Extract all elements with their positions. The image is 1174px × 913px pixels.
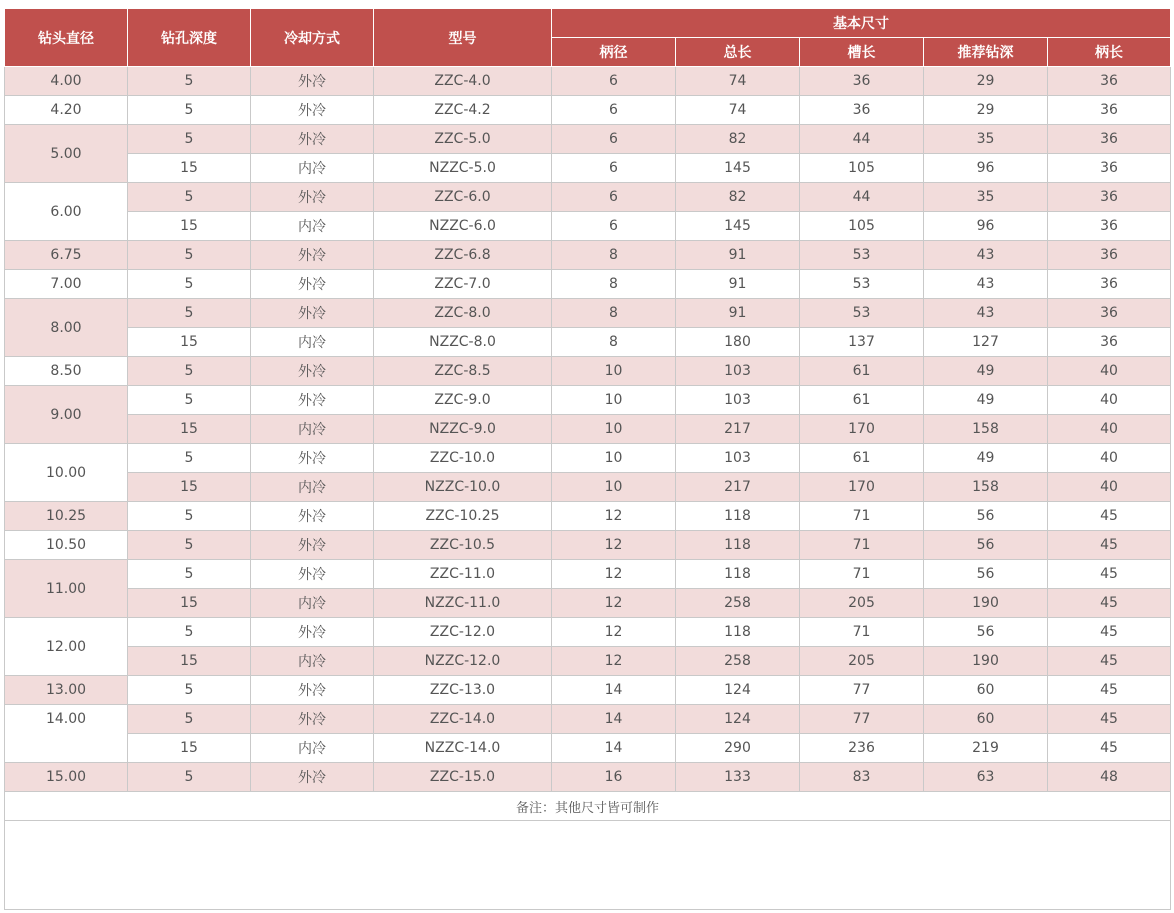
cell-recommended-depth: 96 xyxy=(924,154,1048,183)
cell-flute-length: 71 xyxy=(800,502,924,531)
cell-depth: 5 xyxy=(128,386,251,415)
cell-cooling: 外冷 xyxy=(251,444,374,473)
cell-model: ZZC-4.0 xyxy=(374,67,552,96)
spec-table-container xyxy=(4,8,1170,910)
cell-shank-length: 36 xyxy=(1048,241,1171,270)
cell-shank-diameter: 8 xyxy=(552,328,676,357)
table-row xyxy=(5,531,1171,560)
cell-total-length: 118 xyxy=(676,502,800,531)
cell-cooling: 外冷 xyxy=(251,241,374,270)
cell-shank-diameter: 6 xyxy=(552,212,676,241)
cell-model: NZZC-10.0 xyxy=(374,473,552,502)
table-row xyxy=(5,473,1171,502)
cell-total-length: 103 xyxy=(676,444,800,473)
cell-flute-length: 236 xyxy=(800,734,924,763)
table-row xyxy=(5,589,1171,618)
cell-model: ZZC-4.2 xyxy=(374,96,552,125)
cell-model: ZZC-15.0 xyxy=(374,763,552,792)
cell-recommended-depth: 43 xyxy=(924,241,1048,270)
cell-recommended-depth: 35 xyxy=(924,125,1048,154)
cell-shank-diameter: 12 xyxy=(552,502,676,531)
header-cooling: 冷却方式 xyxy=(251,9,374,67)
cell-shank-length: 36 xyxy=(1048,212,1171,241)
cell-model: ZZC-9.0 xyxy=(374,386,552,415)
cell-depth: 15 xyxy=(128,415,251,444)
table-row xyxy=(5,328,1171,357)
cell-diameter: 15.00 xyxy=(5,763,128,792)
table-row xyxy=(5,96,1171,125)
header-shank-diameter: 柄径 xyxy=(552,38,676,67)
cell-total-length: 258 xyxy=(676,647,800,676)
cell-total-length: 74 xyxy=(676,67,800,96)
cell-recommended-depth: 29 xyxy=(924,67,1048,96)
cell-depth: 5 xyxy=(128,67,251,96)
cell-flute-length: 44 xyxy=(800,183,924,212)
cell-total-length: 118 xyxy=(676,531,800,560)
cell-model: ZZC-7.0 xyxy=(374,270,552,299)
cell-shank-diameter: 10 xyxy=(552,444,676,473)
cell-flute-length: 71 xyxy=(800,560,924,589)
cell-recommended-depth: 56 xyxy=(924,560,1048,589)
cell-shank-diameter: 6 xyxy=(552,67,676,96)
cell-recommended-depth: 158 xyxy=(924,473,1048,502)
cell-cooling: 外冷 xyxy=(251,763,374,792)
cell-flute-length: 170 xyxy=(800,415,924,444)
cell-depth: 15 xyxy=(128,647,251,676)
cell-cooling: 外冷 xyxy=(251,299,374,328)
cell-flute-length: 61 xyxy=(800,444,924,473)
cell-recommended-depth: 60 xyxy=(924,676,1048,705)
cell-shank-length: 40 xyxy=(1048,415,1171,444)
cell-shank-diameter: 12 xyxy=(552,531,676,560)
header-total-length: 总长 xyxy=(676,38,800,67)
cell-total-length: 118 xyxy=(676,618,800,647)
table-header xyxy=(5,9,1171,67)
table-footer xyxy=(5,792,1171,910)
cell-cooling: 外冷 xyxy=(251,676,374,705)
cell-total-length: 124 xyxy=(676,705,800,734)
cell-shank-diameter: 6 xyxy=(552,183,676,212)
table-row xyxy=(5,560,1171,589)
cell-shank-diameter: 12 xyxy=(552,589,676,618)
table-row xyxy=(5,299,1171,328)
cell-cooling: 外冷 xyxy=(251,502,374,531)
cell-shank-diameter: 14 xyxy=(552,705,676,734)
table-row xyxy=(5,125,1171,154)
header-shank-length: 柄长 xyxy=(1048,38,1171,67)
cell-shank-length: 45 xyxy=(1048,676,1171,705)
cell-model: ZZC-8.0 xyxy=(374,299,552,328)
cell-total-length: 145 xyxy=(676,212,800,241)
table-row xyxy=(5,502,1171,531)
cell-shank-length: 45 xyxy=(1048,647,1171,676)
cell-recommended-depth: 56 xyxy=(924,502,1048,531)
cell-depth: 15 xyxy=(128,734,251,763)
cell-total-length: 180 xyxy=(676,328,800,357)
cell-shank-length: 45 xyxy=(1048,560,1171,589)
cell-model: NZZC-14.0 xyxy=(374,734,552,763)
cell-model: ZZC-5.0 xyxy=(374,125,552,154)
header-basic-dimensions: 基本尺寸 xyxy=(552,9,1171,38)
cell-cooling: 内冷 xyxy=(251,154,374,183)
cell-shank-length: 36 xyxy=(1048,154,1171,183)
cell-depth: 5 xyxy=(128,241,251,270)
cell-flute-length: 83 xyxy=(800,763,924,792)
cell-shank-diameter: 12 xyxy=(552,618,676,647)
drill-spec-table xyxy=(4,8,1171,910)
cell-depth: 5 xyxy=(128,125,251,154)
cell-total-length: 118 xyxy=(676,560,800,589)
cell-cooling: 内冷 xyxy=(251,212,374,241)
table-row xyxy=(5,763,1171,792)
table-row xyxy=(5,444,1171,473)
cell-shank-length: 40 xyxy=(1048,386,1171,415)
cell-depth: 5 xyxy=(128,531,251,560)
cell-recommended-depth: 43 xyxy=(924,299,1048,328)
cell-total-length: 124 xyxy=(676,676,800,705)
cell-model: ZZC-10.5 xyxy=(374,531,552,560)
cell-recommended-depth: 190 xyxy=(924,589,1048,618)
cell-diameter: 9.00 xyxy=(5,386,128,444)
cell-total-length: 74 xyxy=(676,96,800,125)
table-row xyxy=(5,386,1171,415)
table-row xyxy=(5,734,1171,763)
cell-depth: 5 xyxy=(128,270,251,299)
cell-shank-diameter: 6 xyxy=(552,154,676,183)
cell-depth: 5 xyxy=(128,183,251,212)
cell-cooling: 外冷 xyxy=(251,183,374,212)
cell-total-length: 217 xyxy=(676,415,800,444)
cell-cooling: 内冷 xyxy=(251,415,374,444)
table-body xyxy=(5,67,1171,792)
cell-shank-diameter: 6 xyxy=(552,96,676,125)
cell-total-length: 103 xyxy=(676,357,800,386)
cell-diameter: 14.00 xyxy=(5,705,128,763)
table-note: 备注：其他尺寸皆可制作 xyxy=(5,792,1171,821)
cell-model: ZZC-13.0 xyxy=(374,676,552,705)
cell-recommended-depth: 29 xyxy=(924,96,1048,125)
cell-depth: 5 xyxy=(128,560,251,589)
cell-cooling: 外冷 xyxy=(251,705,374,734)
cell-total-length: 82 xyxy=(676,125,800,154)
cell-depth: 5 xyxy=(128,705,251,734)
cell-cooling: 内冷 xyxy=(251,734,374,763)
table-row xyxy=(5,647,1171,676)
cell-shank-diameter: 8 xyxy=(552,270,676,299)
cell-shank-length: 36 xyxy=(1048,328,1171,357)
cell-flute-length: 71 xyxy=(800,618,924,647)
table-row xyxy=(5,705,1171,734)
cell-model: ZZC-10.0 xyxy=(374,444,552,473)
cell-depth: 15 xyxy=(128,154,251,183)
cell-flute-length: 105 xyxy=(800,154,924,183)
cell-flute-length: 53 xyxy=(800,270,924,299)
cell-recommended-depth: 219 xyxy=(924,734,1048,763)
cell-flute-length: 71 xyxy=(800,531,924,560)
cell-model: NZZC-9.0 xyxy=(374,415,552,444)
cell-diameter: 8.00 xyxy=(5,299,128,357)
table-row xyxy=(5,415,1171,444)
header-depth: 钻孔深度 xyxy=(128,9,251,67)
table-row xyxy=(5,676,1171,705)
cell-model: ZZC-14.0 xyxy=(374,705,552,734)
cell-total-length: 133 xyxy=(676,763,800,792)
cell-shank-length: 40 xyxy=(1048,357,1171,386)
cell-recommended-depth: 49 xyxy=(924,444,1048,473)
cell-shank-length: 45 xyxy=(1048,502,1171,531)
cell-diameter: 5.00 xyxy=(5,125,128,183)
cell-cooling: 内冷 xyxy=(251,473,374,502)
cell-diameter: 10.50 xyxy=(5,531,128,560)
cell-cooling: 外冷 xyxy=(251,531,374,560)
cell-flute-length: 170 xyxy=(800,473,924,502)
cell-total-length: 103 xyxy=(676,386,800,415)
cell-flute-length: 77 xyxy=(800,676,924,705)
cell-shank-diameter: 10 xyxy=(552,415,676,444)
cell-depth: 15 xyxy=(128,212,251,241)
cell-shank-diameter: 10 xyxy=(552,473,676,502)
cell-shank-length: 45 xyxy=(1048,734,1171,763)
cell-recommended-depth: 127 xyxy=(924,328,1048,357)
cell-shank-length: 36 xyxy=(1048,299,1171,328)
cell-flute-length: 53 xyxy=(800,299,924,328)
cell-recommended-depth: 56 xyxy=(924,531,1048,560)
cell-depth: 5 xyxy=(128,618,251,647)
cell-depth: 5 xyxy=(128,357,251,386)
cell-shank-length: 36 xyxy=(1048,270,1171,299)
cell-model: ZZC-6.8 xyxy=(374,241,552,270)
header-diameter: 钻头直径 xyxy=(5,9,128,67)
cell-diameter: 4.00 xyxy=(5,67,128,96)
cell-recommended-depth: 158 xyxy=(924,415,1048,444)
cell-shank-diameter: 14 xyxy=(552,734,676,763)
cell-cooling: 外冷 xyxy=(251,67,374,96)
cell-shank-length: 45 xyxy=(1048,618,1171,647)
table-row xyxy=(5,67,1171,96)
cell-shank-diameter: 14 xyxy=(552,676,676,705)
cell-cooling: 外冷 xyxy=(251,618,374,647)
cell-model: NZZC-5.0 xyxy=(374,154,552,183)
cell-recommended-depth: 190 xyxy=(924,647,1048,676)
cell-diameter: 12.00 xyxy=(5,618,128,676)
cell-flute-length: 61 xyxy=(800,386,924,415)
cell-flute-length: 105 xyxy=(800,212,924,241)
cell-diameter: 6.75 xyxy=(5,241,128,270)
cell-shank-length: 40 xyxy=(1048,473,1171,502)
cell-recommended-depth: 35 xyxy=(924,183,1048,212)
cell-flute-length: 137 xyxy=(800,328,924,357)
cell-cooling: 外冷 xyxy=(251,560,374,589)
cell-shank-length: 45 xyxy=(1048,705,1171,734)
cell-flute-length: 205 xyxy=(800,647,924,676)
cell-shank-length: 45 xyxy=(1048,589,1171,618)
table-row xyxy=(5,212,1171,241)
table-row xyxy=(5,241,1171,270)
cell-diameter: 10.00 xyxy=(5,444,128,502)
header-recommended-depth: 推荐钻深 xyxy=(924,38,1048,67)
cell-depth: 5 xyxy=(128,444,251,473)
table-row xyxy=(5,183,1171,212)
cell-shank-diameter: 16 xyxy=(552,763,676,792)
cell-total-length: 82 xyxy=(676,183,800,212)
table-row xyxy=(5,357,1171,386)
cell-flute-length: 36 xyxy=(800,67,924,96)
cell-shank-diameter: 12 xyxy=(552,560,676,589)
cell-depth: 5 xyxy=(128,502,251,531)
cell-model: NZZC-8.0 xyxy=(374,328,552,357)
cell-flute-length: 44 xyxy=(800,125,924,154)
header-flute-length: 槽长 xyxy=(800,38,924,67)
cell-model: ZZC-6.0 xyxy=(374,183,552,212)
cell-model: ZZC-12.0 xyxy=(374,618,552,647)
cell-model: NZZC-6.0 xyxy=(374,212,552,241)
cell-shank-diameter: 12 xyxy=(552,647,676,676)
cell-recommended-depth: 43 xyxy=(924,270,1048,299)
table-row xyxy=(5,618,1171,647)
cell-model: NZZC-11.0 xyxy=(374,589,552,618)
cell-depth: 15 xyxy=(128,589,251,618)
cell-diameter: 4.20 xyxy=(5,96,128,125)
cell-model: NZZC-12.0 xyxy=(374,647,552,676)
cell-cooling: 外冷 xyxy=(251,96,374,125)
cell-shank-diameter: 10 xyxy=(552,357,676,386)
cell-depth: 15 xyxy=(128,473,251,502)
cell-total-length: 91 xyxy=(676,299,800,328)
cell-shank-diameter: 6 xyxy=(552,125,676,154)
cell-cooling: 外冷 xyxy=(251,357,374,386)
cell-depth: 5 xyxy=(128,299,251,328)
cell-diameter: 13.00 xyxy=(5,676,128,705)
cell-flute-length: 61 xyxy=(800,357,924,386)
cell-shank-length: 40 xyxy=(1048,444,1171,473)
cell-diameter: 6.00 xyxy=(5,183,128,241)
cell-shank-diameter: 10 xyxy=(552,386,676,415)
cell-recommended-depth: 63 xyxy=(924,763,1048,792)
header-model: 型号 xyxy=(374,9,552,67)
cell-cooling: 内冷 xyxy=(251,589,374,618)
cell-shank-length: 36 xyxy=(1048,125,1171,154)
cell-total-length: 91 xyxy=(676,241,800,270)
cell-depth: 5 xyxy=(128,763,251,792)
cell-cooling: 外冷 xyxy=(251,125,374,154)
cell-total-length: 258 xyxy=(676,589,800,618)
cell-recommended-depth: 56 xyxy=(924,618,1048,647)
cell-shank-length: 36 xyxy=(1048,96,1171,125)
cell-model: ZZC-8.5 xyxy=(374,357,552,386)
cell-shank-diameter: 8 xyxy=(552,299,676,328)
blank-area xyxy=(5,821,1171,910)
cell-total-length: 91 xyxy=(676,270,800,299)
cell-cooling: 内冷 xyxy=(251,328,374,357)
cell-model: ZZC-11.0 xyxy=(374,560,552,589)
cell-depth: 5 xyxy=(128,96,251,125)
cell-diameter: 10.25 xyxy=(5,502,128,531)
cell-depth: 5 xyxy=(128,676,251,705)
cell-recommended-depth: 96 xyxy=(924,212,1048,241)
cell-flute-length: 36 xyxy=(800,96,924,125)
cell-flute-length: 53 xyxy=(800,241,924,270)
cell-shank-length: 36 xyxy=(1048,67,1171,96)
cell-total-length: 217 xyxy=(676,473,800,502)
cell-total-length: 290 xyxy=(676,734,800,763)
cell-shank-length: 48 xyxy=(1048,763,1171,792)
table-row xyxy=(5,270,1171,299)
cell-diameter: 7.00 xyxy=(5,270,128,299)
cell-cooling: 外冷 xyxy=(251,386,374,415)
cell-shank-diameter: 8 xyxy=(552,241,676,270)
cell-cooling: 外冷 xyxy=(251,270,374,299)
cell-recommended-depth: 49 xyxy=(924,386,1048,415)
cell-diameter: 8.50 xyxy=(5,357,128,386)
cell-total-length: 145 xyxy=(676,154,800,183)
cell-recommended-depth: 60 xyxy=(924,705,1048,734)
cell-flute-length: 77 xyxy=(800,705,924,734)
cell-recommended-depth: 49 xyxy=(924,357,1048,386)
cell-depth: 15 xyxy=(128,328,251,357)
cell-model: ZZC-10.25 xyxy=(374,502,552,531)
cell-diameter: 11.00 xyxy=(5,560,128,618)
cell-shank-length: 45 xyxy=(1048,531,1171,560)
cell-cooling: 内冷 xyxy=(251,647,374,676)
cell-shank-length: 36 xyxy=(1048,183,1171,212)
table-row xyxy=(5,154,1171,183)
cell-flute-length: 205 xyxy=(800,589,924,618)
